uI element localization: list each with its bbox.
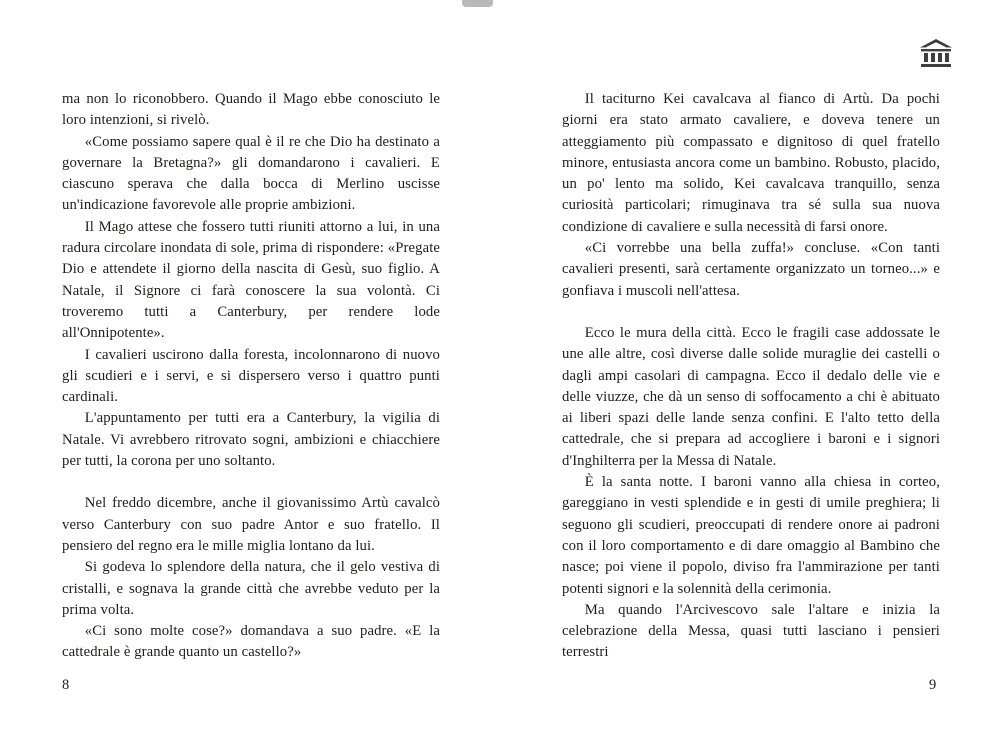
paragraph: L'appuntamento per tutti era a Canterbury, la vigilia di Natale. Vi avrebbero ritrovato sogni, ambizioni e chiacchiere per tutti, la corona per uno soltanto.: [62, 410, 440, 470]
page-number-right: 9: [929, 677, 937, 693]
paragraph: ma non lo riconobbero. Quando il Mago ebbe conosciuto le loro intenzioni, si rivelò.: [62, 91, 440, 129]
paragraph: Ma quando l'Arcivescovo sale l'altare e inizia la celebrazione della Messa, quasi tutti lasciano i pensieri terrestri: [562, 601, 940, 661]
temple-logo-icon: [920, 39, 952, 67]
page-number-left: 8: [62, 677, 70, 693]
paragraph: Nel freddo dicembre, anche il giovanissimo Artù cavalcò verso Canterbury con suo padre Antor e suo fratello. Il pensiero del regno era le mille miglia lontano da lui.: [62, 495, 440, 554]
paragraph: Il Mago attese che fossero tutti riuniti attorno a lui, in una radura circolare inondata di sole, prima di rispondere: «Pregate Dio e attendete il giorno della nascita di Gesù, suo figlio. A Natale, il Signore ci farà conoscere la sua volontà. Ci troveremo tutti a Canterbury, per rendere lode all'Onnipotente».: [62, 218, 440, 342]
page-left-text: [62, 89, 440, 664]
paragraph: «Ci vorrebbe una bella zuffa!» concluse. «Con tanti cavalieri presenti, sarà certamente organizzato un torneo...» e gonfiava i muscoli nell'attesa.: [562, 240, 940, 299]
paragraph: È la santa notte. I baroni vanno alla chiesa in corteo, gareggiano in vesti splendide e in gesti di umile preghiera; li seguono gli scudieri, preoccupati di rendere onore ai padroni con il loro comportamento e di dare omaggio al Bambino che nasce; poi viene il popolo, diviso fra l'ammirazione per tanti potenti signori e la solennità della cerimonia.: [562, 474, 940, 597]
paragraph: «Ci sono molte cose?» domandava a suo padre. «E la cattedrale è grande quanto un castello?»: [62, 623, 440, 661]
paragraph: Il taciturno Kei cavalcava al fianco di Artù. Da pochi giorni era stato armato cavaliere, e doveva tenere un atteggiamento più compassato e dignitoso di quel fratello minore, entusiasta ancora come un bambino. Robusto, placido, un po' lento ma solido, Kei cavalcava tranquillo, senza curiosità particolari; rimuginava tra sé sulla sua nuova condizione di cavaliere e sulla necessità di farsi onore.: [562, 91, 940, 235]
paragraph: «Come possiamo sapere qual è il re che Dio ha destinato a governare la Bretagna?» gli domandarono i cavalieri. E ciascuno sperava che dalla bocca di Merlino uscisse un'indicazione favorevole alle proprie ambizioni.: [62, 133, 440, 214]
paragraph: Ecco le mura della città. Ecco le fragili case addossate le une alle altre, così diverse dalle solide muraglie dei castelli o dagli ampi casolari di campagna. Ecco il dedalo delle vie e delle viuzze, che dà un senso di soffocamento a chi è abituato ai liberi spazi delle lande senza confini. E l'alto tetto della cattedrale, che si prepara ad accogliere i baroni e i signori d'Inghilterra per la Messa di Natale.: [562, 324, 940, 469]
page-right-text: [562, 89, 940, 664]
paragraph: I cavalieri uscirono dalla foresta, incolonnarono di nuovo gli scudieri e i servi, e si dispersero verso i quattro punti cardinali.: [62, 346, 440, 406]
window-drag-handle: [462, 0, 493, 7]
paragraph: Si godeva lo splendore della natura, che il gelo vestiva di cristalli, e sognava la grande città che avrebbe veduto per la prima volta.: [62, 559, 440, 618]
